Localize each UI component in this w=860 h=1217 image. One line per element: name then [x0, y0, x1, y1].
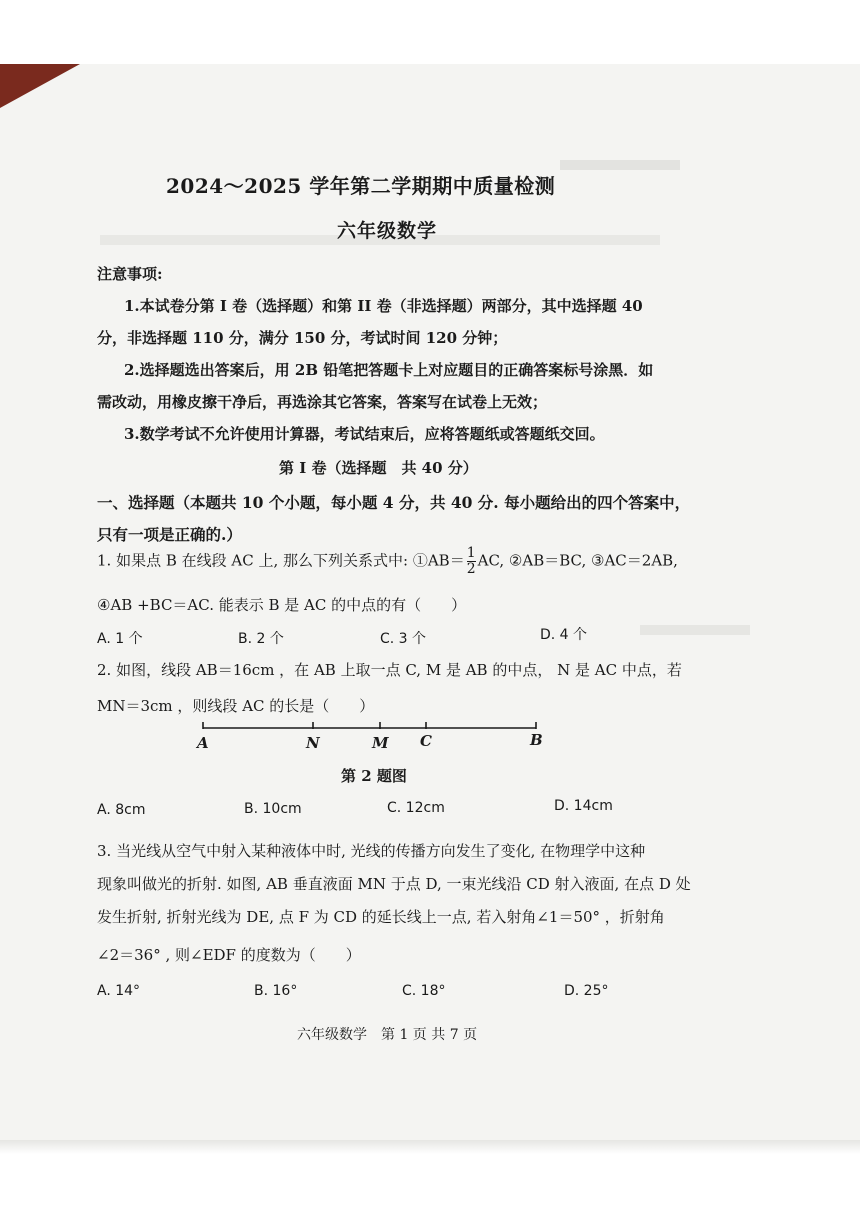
notice-item-2-line-2: 需改动，用橡皮擦干净后，再选涂其它答案，答案写在试卷上无效；: [97, 393, 548, 411]
section-1-line-2: 只有一项是正确的.）: [97, 525, 242, 544]
notice-item-3: 3.数学考试不允许使用计算器，考试结束后，应将答题纸或答题纸交回。: [124, 425, 605, 443]
question-3-option-b: B. 16°: [254, 983, 298, 999]
point-label-b: B: [530, 731, 543, 749]
question-3-option-a: A. 14°: [97, 983, 141, 999]
notice-item-1-line-1: 1.本试卷分第 I 卷（选择题）和第 II 卷（非选择题）两部分，其中选择题 40: [124, 297, 643, 315]
question-3-line-4: ∠2＝36° , 则∠EDF 的度数为（ ）: [97, 946, 361, 964]
fraction-denominator: 2: [466, 561, 476, 577]
question-1-stem-line-2: ④AB +BC＝AC. 能表示 B 是 AC 的中点的有（ ）: [97, 596, 467, 614]
question-1-stem-a: 1. 如果点 B 在线段 AC 上, 那么下列关系式中: ①AB＝: [97, 551, 465, 570]
question-2-figure-caption: 第 2 题图: [341, 767, 407, 785]
page-corner-shadow: [0, 64, 80, 108]
section-1-line-1: 一、选择题（本题共 10 个小题，每小题 4 分，共 40 分. 每小题给出的四个答案中，: [97, 493, 691, 512]
part-1-heading: 第 I 卷（选择题 共 40 分）: [279, 459, 478, 477]
notice-item-2-line-1: 2.选择题选出答案后，用 2B 铅笔把答题卡上对应题目的正确答案标号涂黑．如: [124, 361, 654, 379]
exam-title: 2024～2025 学年第二学期期中质量检测: [166, 174, 556, 198]
fraction-one-half: [467, 546, 476, 577]
question-2-stem-line-2: MN＝3cm ，则线段 AC 的长是（ ）: [97, 697, 375, 715]
bleed-through-mark: [640, 625, 750, 635]
question-2-option-d: D. 14cm: [554, 798, 613, 814]
question-2-option-b: B. 10cm: [244, 801, 302, 817]
question-3-line-2: 现象叫做光的折射. 如图, AB 垂直液面 MN 于点 D, 一束光线沿 CD 射入液面, 在点 D 处: [97, 875, 691, 893]
page-bottom-edge: [0, 1140, 860, 1154]
question-1-option-b: B. 2 个: [238, 631, 284, 647]
question-2-stem-line-1: 2. 如图，线段 AB＝16cm ，在 AB 上取一点 C, M 是 AB 的中点， N 是 AC 中点，若: [97, 661, 682, 679]
point-label-n: N: [306, 734, 320, 752]
question-1-option-c: C. 3 个: [380, 631, 427, 647]
question-3-line-3: 发生折射, 折射光线为 DE, 点 F 为 CD 的延长线上一点, 若入射角∠1＝50° ，折射角: [97, 908, 665, 926]
question-3-line-1: 3. 当光线从空气中射入某种液体中时, 光线的传播方向发生了变化, 在物理学中这种: [97, 842, 646, 860]
question-2-option-c: C. 12cm: [387, 800, 445, 816]
question-1-option-a: A. 1 个: [97, 631, 143, 647]
question-1-stem: [97, 546, 678, 577]
notice-heading: 注意事项:: [97, 265, 163, 283]
point-label-c: C: [420, 732, 432, 750]
point-label-a: A: [197, 734, 209, 752]
question-1-option-d: D. 4 个: [540, 627, 588, 643]
fraction-numerator: 1: [466, 545, 476, 561]
question-2-option-a: A. 8cm: [97, 802, 146, 818]
question-3-option-d: D. 25°: [564, 983, 609, 999]
question-1-stem-b: AC, ②AB＝BC, ③AC＝2AB,: [477, 551, 678, 570]
question-3-option-c: C. 18°: [402, 983, 446, 999]
point-label-m: M: [372, 734, 389, 752]
bleed-through-mark: [560, 160, 680, 170]
notice-item-1-line-2: 分，非选择题 110 分，满分 150 分，考试时间 120 分钟；: [97, 329, 508, 347]
exam-subject: 六年级数学: [337, 220, 438, 242]
page-footer: 六年级数学 第 1 页 共 7 页: [297, 1027, 478, 1043]
